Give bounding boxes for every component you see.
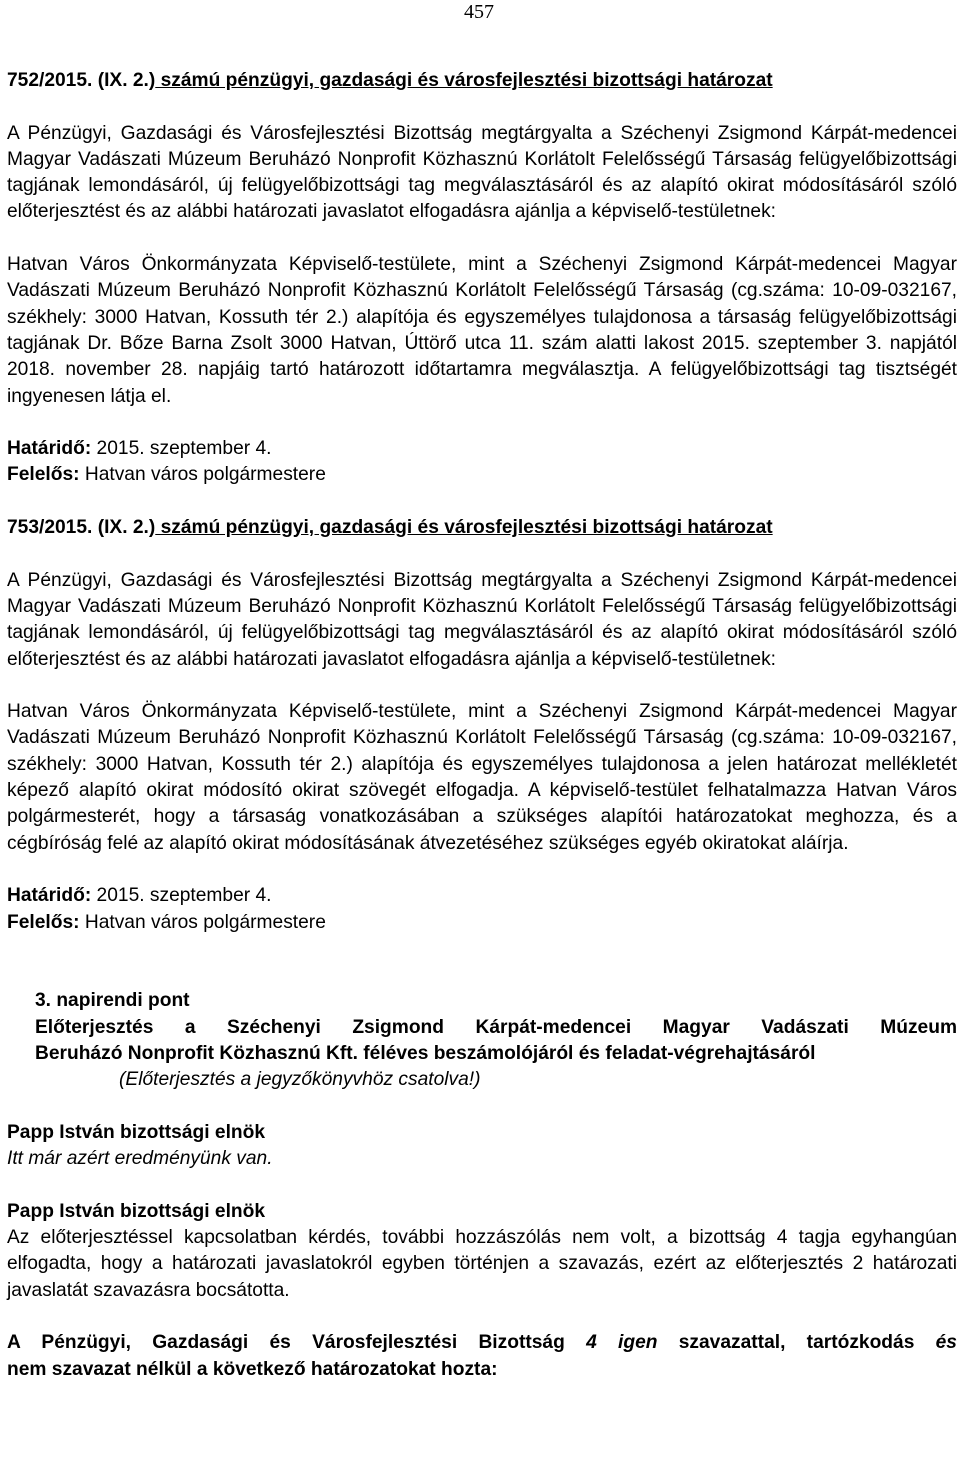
vote-count: 4 igen — [586, 1332, 658, 1354]
resolution-number: 752/2015. (IX. 2.) — [7, 70, 156, 91]
agenda-attachment-note: (Előterjesztés a jegyzőkönyvhöz csatolva!) — [119, 1069, 481, 1091]
deadline-label: Határidő: — [7, 885, 92, 907]
speaker-name: Papp István bizottsági elnök — [7, 1121, 266, 1143]
vote-part4: és — [935, 1332, 957, 1354]
resolution-body: Hatvan Város Önkormányzata Képviselő-testülete, mint a Széchenyi Zsigmond Kárpát-medencei Magyar Vadászati Múzeum Beruházó Nonprofit Közhasznú Korlátolt Felelősségű Társaság (cg.száma: 10-09-032167, székhely: 3000 Hatvan, Kossuth tér 2.) alapítója és egyszemélyes tulajdonosa a jelen határozat mellékletét képező alapító okirat módosító okirat szövegét elfogadja. A képviselő-testület felhatalmazza Hatvan Város polgármesterét, hogy a társaság vonatkozásában a szükséges alapítói határozatokat meghozza, és a cégbíróság felé az alapító okirat módosításának átvezetéséhez szükséges egyéb okiratokat aláírja. — [7, 701, 957, 854]
speech-text: Itt már azért eredményünk van. — [7, 1148, 273, 1170]
resolution-body: Hatvan Város Önkormányzata Képviselő-testülete, mint a Széchenyi Zsigmond Kárpát-medencei Magyar Vadászati Múzeum Beruházó Nonprofit Közhasznú Korlátolt Felelősségű Társaság (cg.száma: 10-09-032167, székhely: 3000 Hatvan, Kossuth tér 2.) alapítója és egyszemélyes tulajdonosa a társaság felügyelőbizottsági tagjának Dr. Bőze Barna Zsolt 3000 Hatvan, Úttörő utca 11. szám alatti lakost 2015. szeptember 3. napjától 2018. november 28. napjáig tartó határozott időtartamra megválasztja. A felügyelőbizottsági tag tisztségét ingyenesen látja el. — [7, 254, 957, 407]
page-number: 457 — [464, 1, 494, 23]
deadline-value: 2015. szeptember 4. — [91, 885, 272, 907]
responsible-label: Felelős: — [7, 464, 80, 486]
speech — [7, 1199, 957, 1304]
speech-text: Az előterjesztéssel kapcsolatban kérdés, további hozzászólás nem volt, a bizottság 4 tagja egyhangúan elfogadta, hogy a határozati javaslatokról egyben történjen a szavazás, ezért az előterjesztés 2 határozati javaslatát szavazásra bocsátotta. — [7, 1227, 957, 1301]
responsible-label: Felelős: — [7, 911, 80, 933]
deadline-label: Határidő: — [7, 438, 92, 460]
agenda-title-line2: Beruházó Nonprofit Közhasznú Kft. féléves beszámolójáról és feladat-végrehajtásáról — [35, 1042, 816, 1064]
resolution-752 — [7, 68, 957, 489]
resolution-number: 753/2015. (IX. 2.) — [7, 517, 156, 539]
resolution-753 — [7, 515, 957, 936]
speaker-name: Papp István bizottsági elnök — [7, 1200, 266, 1222]
document-body — [7, 68, 957, 1383]
responsible-line — [7, 462, 957, 488]
vote-part1: A Pénzügyi, Gazdasági és Városfejlesztési Bizottság — [7, 1332, 587, 1354]
deadline-line — [7, 436, 957, 462]
deadline-value: 2015. szeptember 4. — [91, 438, 272, 460]
responsible-line — [7, 910, 957, 936]
vote-part3: szavazattal, tartózkodás — [657, 1332, 936, 1354]
resolution-intro: A Pénzügyi, Gazdasági és Városfejlesztési Bizottság megtárgyalta a Széchenyi Zsigmond Kárpát-medencei Magyar Vadászati Múzeum Beruházó Nonprofit Közhasznú Korlátolt Felelősségű Társaság felügyelőbizottsági tagjának lemondásáról, új felügyelőbizottsági tag megválasztásáról és az alapító okirat módosításáról szóló előterjesztést és az alábbi határozati javaslatot elfogadásra ajánlja a képviselő-testületnek: — [7, 122, 957, 223]
resolution-title — [7, 68, 957, 94]
resolution-title-rest: számú pénzügyi, gazdasági és városfejlesztési bizottsági határozat — [155, 517, 773, 539]
resolution-title-rest: számú pénzügyi, gazdasági és városfejlesztési bizottsági határozat — [155, 70, 773, 91]
agenda-item — [7, 988, 957, 1093]
resolution-title — [7, 515, 957, 541]
agenda-heading: 3. napirendi pont — [35, 990, 190, 1012]
vote-statement-line1 — [7, 1330, 957, 1356]
resolution-intro: A Pénzügyi, Gazdasági és Városfejlesztési Bizottság megtárgyalta a Széchenyi Zsigmond Kárpát-medencei Magyar Vadászati Múzeum Beruházó Nonprofit Közhasznú Korlátolt Felelősségű Társaság felügyelőbizottsági tagjának lemondásáról, új felügyelőbizottsági tag megválasztásáról és az alapító okirat módosításáról szóló előterjesztést és az alábbi határozati javaslatot elfogadásra ajánlja a képviselő-testületnek: — [7, 569, 957, 670]
vote-statement-line2: nem szavazat nélkül a következő határozatokat hozta: — [7, 1358, 498, 1380]
deadline-line — [7, 883, 957, 909]
speech — [7, 1120, 957, 1173]
responsible-value: Hatvan város polgármestere — [79, 464, 326, 486]
agenda-title-line1: Előterjesztés a Széchenyi Zsigmond Kárpát-medencei Magyar Vadászati Múzeum — [35, 1016, 957, 1038]
responsible-value: Hatvan város polgármestere — [79, 911, 326, 933]
